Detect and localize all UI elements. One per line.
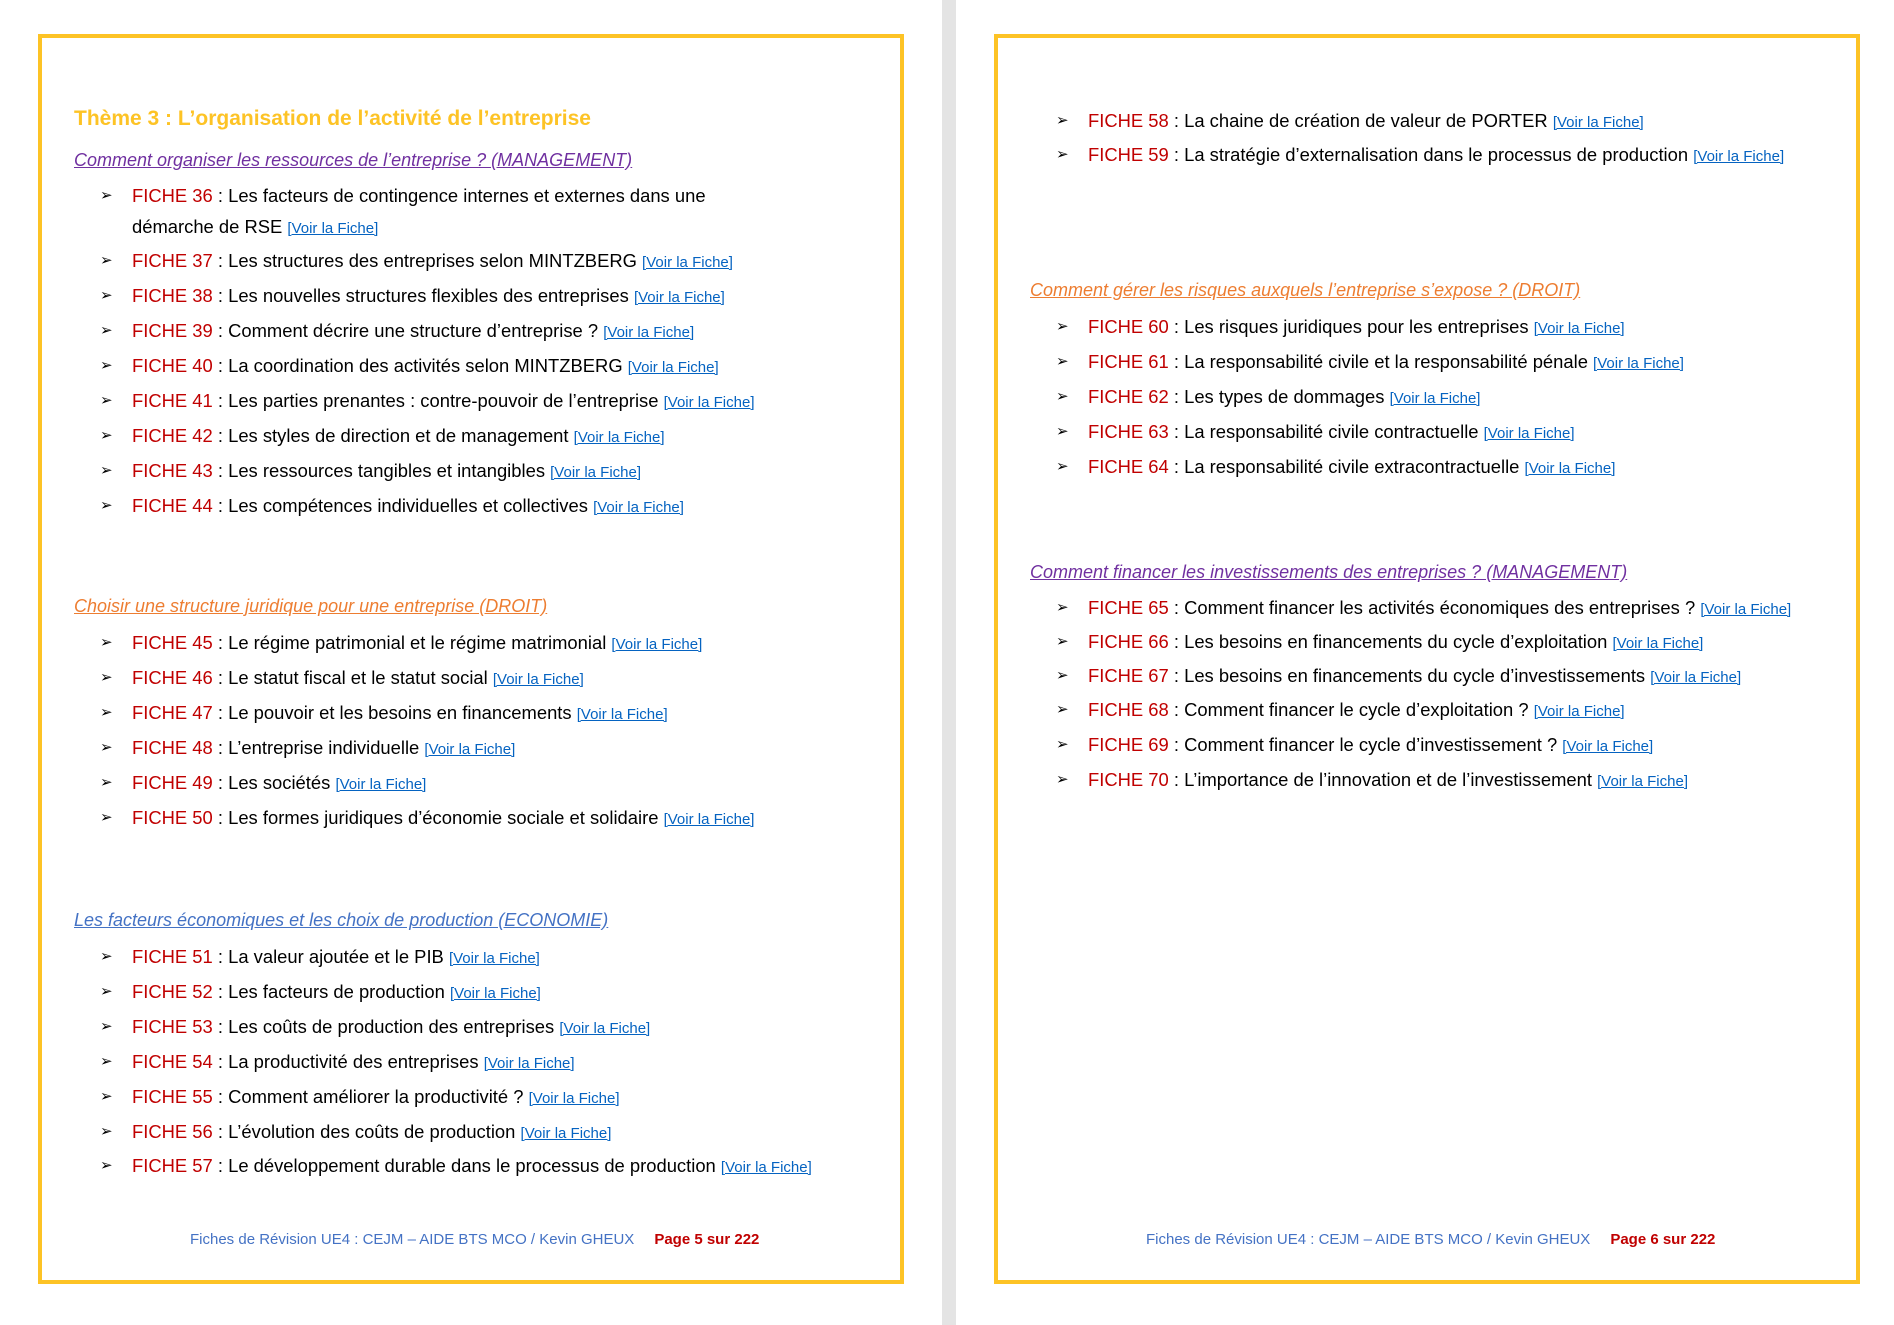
voir-la-fiche-link[interactable]: [Voir la Fiche] xyxy=(1650,669,1742,686)
list-item: ➢ FICHE 54 : La productivité des entreprises [Voir la Fiche] xyxy=(100,1045,840,1080)
footer-text: Fiches de Révision UE4 : CEJM – AIDE BTS MCO / Kevin GHEUX xyxy=(1146,1231,1591,1248)
voir-la-fiche-link[interactable]: [Voir la Fiche] xyxy=(520,1125,612,1142)
list-item: ➢ FICHE 47 : Le pouvoir et les besoins en financements [Voir la Fiche] xyxy=(100,696,840,731)
arrow-bullet-icon: ➢ xyxy=(100,983,113,1000)
fiche-number: FICHE 38 xyxy=(132,285,213,306)
fiche-title: La responsabilité civile extracontractuelle xyxy=(1184,456,1520,477)
list-item: ➢ FICHE 69 : Comment financer le cycle d’investissement ? [Voir la Fiche] xyxy=(1056,728,1796,763)
fiche-list-management-financement xyxy=(1056,592,1796,798)
fiche-title: Comment financer les activités économiques des entreprises ? xyxy=(1184,597,1696,618)
arrow-bullet-icon: ➢ xyxy=(100,462,113,479)
fiche-number: FICHE 39 xyxy=(132,320,213,341)
list-item: ➢ FICHE 43 : Les ressources tangibles et intangibles [Voir la Fiche] xyxy=(100,454,840,489)
arrow-bullet-icon: ➢ xyxy=(100,357,113,374)
voir-la-fiche-link[interactable]: [Voir la Fiche] xyxy=(449,985,541,1002)
arrow-bullet-icon: ➢ xyxy=(100,287,113,304)
fiche-title: L’entreprise individuelle xyxy=(228,737,420,758)
fiche-number: FICHE 51 xyxy=(132,946,213,967)
list-item: ➢ FICHE 62 : Les types de dommages [Voir la Fiche] xyxy=(1056,380,1796,415)
arrow-bullet-icon: ➢ xyxy=(1056,112,1069,129)
list-item: ➢ FICHE 63 : La responsabilité civile contractuelle [Voir la Fiche] xyxy=(1056,415,1796,450)
fiche-title: Les risques juridiques pour les entreprises xyxy=(1184,316,1529,337)
arrow-bullet-icon: ➢ xyxy=(1056,667,1069,684)
fiche-number: FICHE 50 xyxy=(132,807,213,828)
fiche-number: FICHE 41 xyxy=(132,390,213,411)
fiche-number: FICHE 58 xyxy=(1088,110,1169,131)
arrow-bullet-icon: ➢ xyxy=(100,809,113,826)
arrow-bullet-icon: ➢ xyxy=(100,252,113,269)
fiche-number: FICHE 49 xyxy=(132,772,213,793)
fiche-number: FICHE 52 xyxy=(132,981,213,1002)
list-item: ➢ FICHE 52 : Les facteurs de production [Voir la Fiche] xyxy=(100,975,840,1010)
fiche-title: Les besoins en financements du cycle d’investissements xyxy=(1184,665,1646,686)
arrow-bullet-icon: ➢ xyxy=(100,1018,113,1035)
list-item: ➢ FICHE 41 : Les parties prenantes : contre-pouvoir de l’entreprise [Voir la Fiche] xyxy=(100,384,840,419)
fiche-number: FICHE 57 xyxy=(132,1155,213,1176)
fiche-number: FICHE 64 xyxy=(1088,456,1169,477)
voir-la-fiche-link[interactable]: [Voir la Fiche] xyxy=(448,950,540,967)
list-item: ➢ FICHE 70 : L’importance de l’innovation et de l’investissement [Voir la Fiche] xyxy=(1056,763,1796,798)
list-item: ➢ FICHE 55 : Comment améliorer la productivité ? [Voir la Fiche] xyxy=(100,1080,840,1115)
voir-la-fiche-link[interactable]: [Voir la Fiche] xyxy=(287,220,379,237)
voir-la-fiche-link[interactable]: [Voir la Fiche] xyxy=(576,706,668,723)
voir-la-fiche-link[interactable]: [Voir la Fiche] xyxy=(593,499,684,516)
document-page-right xyxy=(956,0,1894,1325)
list-item: ➢ FICHE 46 : Le statut fiscal et le statut social [Voir la Fiche] xyxy=(100,661,840,696)
fiche-list-management xyxy=(100,180,840,524)
fiche-number: FICHE 42 xyxy=(132,425,213,446)
fiche-title: Les facteurs de production xyxy=(228,981,445,1002)
voir-la-fiche-link[interactable]: [Voir la Fiche] xyxy=(1593,355,1684,372)
fiche-title: Comment financer le cycle d’investissement ? xyxy=(1184,734,1558,755)
arrow-bullet-icon: ➢ xyxy=(1056,423,1069,440)
fiche-title: Les structures des entreprises selon MINTZBERG xyxy=(228,250,637,271)
fiche-number: FICHE 63 xyxy=(1088,421,1169,442)
voir-la-fiche-link[interactable]: [Voir la Fiche] xyxy=(1597,773,1688,790)
fiche-number: FICHE 60 xyxy=(1088,316,1169,337)
arrow-bullet-icon: ➢ xyxy=(100,634,113,651)
voir-la-fiche-link[interactable]: [Voir la Fiche] xyxy=(603,324,695,341)
fiche-title: Comment financer le cycle d’exploitation ? xyxy=(1184,699,1529,720)
list-item: ➢ FICHE 37 : Les structures des entreprises selon MINTZBERG [Voir la Fiche] xyxy=(100,244,840,279)
voir-la-fiche-link[interactable]: [Voir la Fiche] xyxy=(663,811,755,828)
arrow-bullet-icon: ➢ xyxy=(100,1157,113,1174)
voir-la-fiche-link[interactable]: [Voir la Fiche] xyxy=(1700,601,1792,618)
fiche-number: FICHE 40 xyxy=(132,355,213,376)
voir-la-fiche-link[interactable]: [Voir la Fiche] xyxy=(1562,738,1654,755)
list-item: ➢ FICHE 45 : Le régime patrimonial et le régime matrimonial [Voir la Fiche] xyxy=(100,626,840,661)
voir-la-fiche-link[interactable]: [Voir la Fiche] xyxy=(611,636,703,653)
fiche-number: FICHE 67 xyxy=(1088,665,1169,686)
page-footer xyxy=(1146,1231,1715,1248)
fiche-number: FICHE 53 xyxy=(132,1016,213,1037)
list-item: ➢ FICHE 56 : L’évolution des coûts de production [Voir la Fiche] xyxy=(100,1115,840,1150)
fiche-number: FICHE 65 xyxy=(1088,597,1169,618)
list-item: ➢ FICHE 57 : Le développement durable dans le processus de production [Voir la Fiche] xyxy=(100,1150,840,1183)
voir-la-fiche-link[interactable]: [Voir la Fiche] xyxy=(550,464,642,481)
voir-la-fiche-link[interactable]: [Voir la Fiche] xyxy=(663,394,755,411)
voir-la-fiche-link[interactable]: [Voir la Fiche] xyxy=(642,254,733,271)
fiche-number: FICHE 68 xyxy=(1088,699,1169,720)
fiche-number: FICHE 43 xyxy=(132,460,213,481)
page-gap xyxy=(942,0,956,1325)
fiche-number: FICHE 66 xyxy=(1088,631,1169,652)
fiche-title: Les coûts de production des entreprises xyxy=(228,1016,555,1037)
voir-la-fiche-link[interactable]: [Voir la Fiche] xyxy=(424,741,516,758)
list-item: ➢ FICHE 68 : Comment financer le cycle d’exploitation ? [Voir la Fiche] xyxy=(1056,693,1796,728)
list-item: ➢ FICHE 49 : Les sociétés [Voir la Fiche] xyxy=(100,766,840,801)
fiche-title: Le pouvoir et les besoins en financements xyxy=(228,702,572,723)
fiche-title: Le statut fiscal et le statut social xyxy=(228,667,488,688)
list-item: ➢ FICHE 48 : L’entreprise individuelle [Voir la Fiche] xyxy=(100,731,840,766)
voir-la-fiche-link[interactable]: [Voir la Fiche] xyxy=(335,776,427,793)
voir-la-fiche-link[interactable]: [Voir la Fiche] xyxy=(1612,635,1704,652)
fiche-number: FICHE 47 xyxy=(132,702,213,723)
fiche-title: Les styles de direction et de management xyxy=(228,425,569,446)
fiche-title: Les formes juridiques d’économie sociale et solidaire xyxy=(228,807,659,828)
arrow-bullet-icon: ➢ xyxy=(100,322,113,339)
arrow-bullet-icon: ➢ xyxy=(1056,736,1069,753)
voir-la-fiche-link[interactable]: [Voir la Fiche] xyxy=(1483,425,1575,442)
fiche-number: FICHE 69 xyxy=(1088,734,1169,755)
section-heading-management-financement[interactable]: Comment financer les investissements des entreprises ? (MANAGEMENT) xyxy=(1030,562,1628,582)
list-item: ➢ FICHE 50 : Les formes juridiques d’économie sociale et solidaire [Voir la Fiche] xyxy=(100,801,840,836)
fiche-title: La coordination des activités selon MINTZBERG xyxy=(228,355,623,376)
list-item: ➢ FICHE 40 : La coordination des activités selon MINTZBERG [Voir la Fiche] xyxy=(100,349,840,384)
voir-la-fiche-link[interactable]: [Voir la Fiche] xyxy=(1533,703,1625,720)
arrow-bullet-icon: ➢ xyxy=(100,187,113,204)
fiche-title: La productivité des entreprises xyxy=(228,1051,479,1072)
arrow-bullet-icon: ➢ xyxy=(1056,318,1069,335)
voir-la-fiche-link[interactable]: [Voir la Fiche] xyxy=(573,429,665,446)
arrow-bullet-icon: ➢ xyxy=(1056,771,1069,788)
arrow-bullet-icon: ➢ xyxy=(100,669,113,686)
voir-la-fiche-link[interactable]: [Voir la Fiche] xyxy=(483,1055,575,1072)
arrow-bullet-icon: ➢ xyxy=(1056,388,1069,405)
list-item: ➢ FICHE 65 : Comment financer les activités économiques des entreprises ? [Voir la Fiche] xyxy=(1056,592,1796,625)
fiche-title: La responsabilité civile contractuelle xyxy=(1184,421,1479,442)
page-footer xyxy=(190,1231,759,1248)
fiche-title: La valeur ajoutée et le PIB xyxy=(228,946,444,967)
fiche-title: Les besoins en financements du cycle d’exploitation xyxy=(1184,631,1608,652)
section-heading-management[interactable]: Comment organiser les ressources de l’entreprise ? (MANAGEMENT) xyxy=(74,150,633,170)
arrow-bullet-icon: ➢ xyxy=(100,739,113,756)
fiche-title: Les sociétés xyxy=(228,772,331,793)
arrow-bullet-icon: ➢ xyxy=(100,427,113,444)
fiche-title: Le développement durable dans le processus de production xyxy=(228,1155,716,1176)
footer-page-number: Page 5 sur 222 xyxy=(654,1231,760,1248)
section-heading-economie[interactable]: Les facteurs économiques et les choix de production (ECONOMIE) xyxy=(74,910,609,930)
arrow-bullet-icon: ➢ xyxy=(1056,599,1069,616)
fiche-number: FICHE 59 xyxy=(1088,144,1169,165)
fiche-number: FICHE 45 xyxy=(132,632,213,653)
list-item: ➢ FICHE 42 : Les styles de direction et de management [Voir la Fiche] xyxy=(100,419,840,454)
fiche-list-continued xyxy=(1056,104,1796,172)
fiche-number: FICHE 44 xyxy=(132,495,213,516)
list-item: ➢ FICHE 36 : Les facteurs de contingence internes et externes dans une démarche de RSE [Voir la Fiche] xyxy=(100,180,840,244)
fiche-number: FICHE 37 xyxy=(132,250,213,271)
arrow-bullet-icon: ➢ xyxy=(100,1123,113,1140)
fiche-list-economie xyxy=(100,940,840,1183)
section-heading-droit-risques[interactable]: Comment gérer les risques auxquels l’entreprise s’expose ? (DROIT) xyxy=(1030,280,1581,300)
arrow-bullet-icon: ➢ xyxy=(100,1053,113,1070)
fiche-title: Comment décrire une structure d’entreprise ? xyxy=(228,320,599,341)
voir-la-fiche-link[interactable]: [Voir la Fiche] xyxy=(1389,390,1481,407)
list-item: ➢ FICHE 53 : Les coûts de production des entreprises [Voir la Fiche] xyxy=(100,1010,840,1045)
voir-la-fiche-link[interactable]: [Voir la Fiche] xyxy=(633,289,725,306)
arrow-bullet-icon: ➢ xyxy=(100,774,113,791)
fiche-number: FICHE 70 xyxy=(1088,769,1169,790)
fiche-number: FICHE 46 xyxy=(132,667,213,688)
list-item: ➢ FICHE 39 : Comment décrire une structure d’entreprise ? [Voir la Fiche] xyxy=(100,314,840,349)
list-item: ➢ FICHE 51 : La valeur ajoutée et le PIB [Voir la Fiche] xyxy=(100,940,840,975)
fiche-number: FICHE 36 xyxy=(132,185,213,206)
fiche-number: FICHE 56 xyxy=(132,1121,213,1142)
fiche-title: Comment améliorer la productivité ? xyxy=(228,1086,524,1107)
list-item: ➢ FICHE 59 : La stratégie d’externalisation dans le processus de production [Voir la Fiche] xyxy=(1056,139,1796,172)
list-item: ➢ FICHE 38 : Les nouvelles structures flexibles des entreprises [Voir la Fiche] xyxy=(100,279,840,314)
fiche-list-droit-risques xyxy=(1056,310,1796,485)
arrow-bullet-icon: ➢ xyxy=(1056,146,1069,163)
arrow-bullet-icon: ➢ xyxy=(1056,701,1069,718)
voir-la-fiche-link[interactable]: [Voir la Fiche] xyxy=(528,1090,620,1107)
arrow-bullet-icon: ➢ xyxy=(1056,458,1069,475)
fiche-title: Les facteurs de contingence internes et externes dans une démarche de RSE xyxy=(132,185,706,237)
voir-la-fiche-link[interactable]: [Voir la Fiche] xyxy=(1533,320,1625,337)
fiche-number: FICHE 62 xyxy=(1088,386,1169,407)
fiche-title: Les parties prenantes : contre-pouvoir de l’entreprise xyxy=(228,390,659,411)
voir-la-fiche-link[interactable]: [Voir la Fiche] xyxy=(720,1159,812,1176)
fiche-number: FICHE 55 xyxy=(132,1086,213,1107)
theme-title: Thème 3 : L’organisation de l’activité de l’entreprise xyxy=(74,107,591,130)
voir-la-fiche-link[interactable]: [Voir la Fiche] xyxy=(1524,460,1616,477)
arrow-bullet-icon: ➢ xyxy=(1056,353,1069,370)
arrow-bullet-icon: ➢ xyxy=(100,1088,113,1105)
fiche-title: La stratégie d’externalisation dans le processus de production xyxy=(1184,144,1689,165)
arrow-bullet-icon: ➢ xyxy=(100,704,113,721)
fiche-list-droit xyxy=(100,626,840,836)
fiche-number: FICHE 61 xyxy=(1088,351,1169,372)
list-item: ➢ FICHE 66 : Les besoins en financements du cycle d’exploitation [Voir la Fiche] xyxy=(1056,625,1796,660)
fiche-title: Les compétences individuelles et collectives xyxy=(228,495,588,516)
voir-la-fiche-link[interactable]: [Voir la Fiche] xyxy=(627,359,719,376)
list-item: ➢ FICHE 58 : La chaine de création de valeur de PORTER [Voir la Fiche] xyxy=(1056,104,1796,139)
fiche-title: La responsabilité civile et la responsabilité pénale xyxy=(1184,351,1588,372)
arrow-bullet-icon: ➢ xyxy=(100,392,113,409)
arrow-bullet-icon: ➢ xyxy=(100,497,113,514)
fiche-title: Le régime patrimonial et le régime matrimonial xyxy=(228,632,607,653)
footer-page-number: Page 6 sur 222 xyxy=(1610,1231,1716,1248)
fiche-title: La chaine de création de valeur de PORTER xyxy=(1184,110,1548,131)
list-item: ➢ FICHE 67 : Les besoins en financements du cycle d’investissements [Voir la Fiche] xyxy=(1056,660,1796,693)
arrow-bullet-icon: ➢ xyxy=(1056,633,1069,650)
voir-la-fiche-link[interactable]: [Voir la Fiche] xyxy=(1693,148,1785,165)
list-item: ➢ FICHE 61 : La responsabilité civile et la responsabilité pénale [Voir la Fiche] xyxy=(1056,345,1796,380)
list-item: ➢ FICHE 64 : La responsabilité civile extracontractuelle [Voir la Fiche] xyxy=(1056,450,1796,485)
voir-la-fiche-link[interactable]: [Voir la Fiche] xyxy=(559,1020,651,1037)
voir-la-fiche-link[interactable]: [Voir la Fiche] xyxy=(1552,114,1644,131)
fiche-title: L’importance de l’innovation et de l’investissement xyxy=(1184,769,1592,790)
list-item: ➢ FICHE 60 : Les risques juridiques pour les entreprises [Voir la Fiche] xyxy=(1056,310,1796,345)
arrow-bullet-icon: ➢ xyxy=(100,948,113,965)
section-heading-droit[interactable]: Choisir une structure juridique pour une entreprise (DROIT) xyxy=(74,596,548,616)
voir-la-fiche-link[interactable]: [Voir la Fiche] xyxy=(492,671,584,688)
fiche-title: Les types de dommages xyxy=(1184,386,1385,407)
fiche-number: FICHE 54 xyxy=(132,1051,213,1072)
fiche-title: Les nouvelles structures flexibles des entreprises xyxy=(228,285,629,306)
fiche-title: L’évolution des coûts de production xyxy=(228,1121,516,1142)
fiche-number: FICHE 48 xyxy=(132,737,213,758)
footer-text: Fiches de Révision UE4 : CEJM – AIDE BTS MCO / Kevin GHEUX xyxy=(190,1231,635,1248)
fiche-title: Les ressources tangibles et intangibles xyxy=(228,460,546,481)
document-page-left xyxy=(0,0,942,1325)
list-item: ➢ FICHE 44 : Les compétences individuelles et collectives [Voir la Fiche] xyxy=(100,489,840,524)
